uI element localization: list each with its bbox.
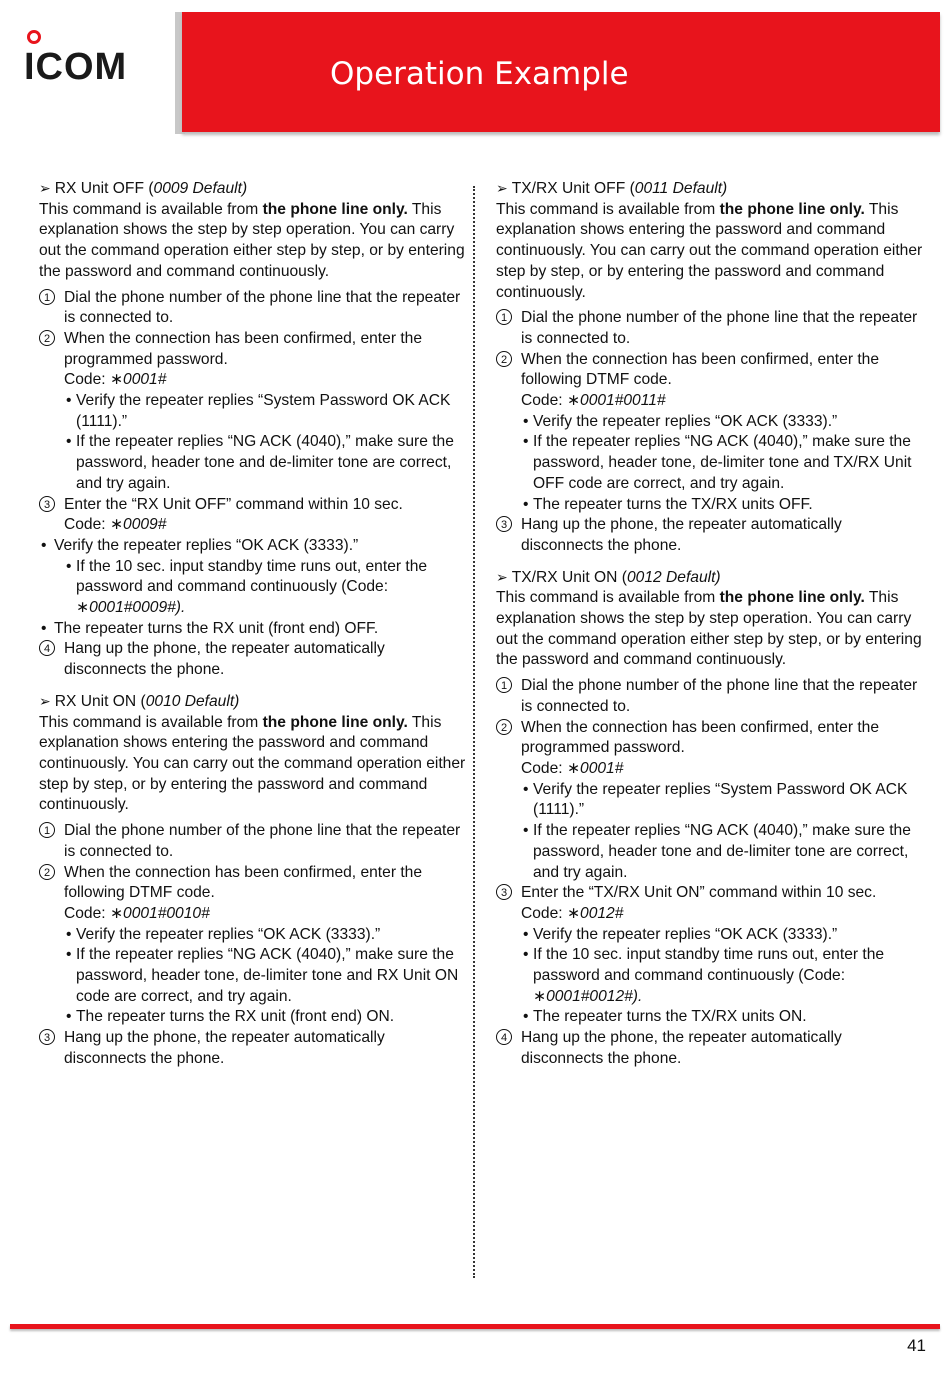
code-line: Code: ∗0009#	[64, 516, 167, 534]
arrow-bullet-icon: ➢	[39, 180, 51, 196]
bullet-item: • Verify the repeater replies “System Password OK ACK (1111).”	[496, 780, 926, 821]
step-number-icon: 1	[496, 677, 512, 693]
page-number: 41	[907, 1336, 926, 1355]
step-1: 1 Dial the phone number of the phone line that the repeater is connected to.	[39, 288, 469, 329]
bullet-item: • If the repeater replies “NG ACK (4040),” make sure the password, header tone and de-limiter tone are correct, and try again.	[39, 432, 469, 494]
logo-ring-icon	[27, 30, 41, 44]
bullet-item: • If the repeater replies “NG ACK (4040),” make sure the password, header tone, de-limiter tone and RX Unit ON code are correct, and try again.	[39, 945, 469, 1007]
default-code: 0009 Default)	[153, 180, 248, 197]
step-2: 2 When the connection has been confirmed, enter the following DTMF code.	[39, 863, 469, 904]
step-number-icon: 3	[39, 1029, 55, 1045]
section-rx-unit-on	[39, 691, 469, 1070]
step-4: 4 Hang up the phone, the repeater automatically disconnects the phone.	[39, 639, 469, 680]
bullet-item: • Verify the repeater replies “OK ACK (3333).”	[496, 412, 926, 433]
default-code: 0010 Default)	[145, 692, 240, 710]
bullet-item: • The repeater turns the RX unit (front end) ON.	[39, 1007, 469, 1028]
step-number-icon: 3	[39, 496, 55, 512]
code-line: Code: ∗0001#0011#	[521, 392, 666, 410]
step-number-icon: 1	[39, 822, 55, 838]
step-3: 3 Hang up the phone, the repeater automatically disconnects the phone.	[496, 515, 926, 556]
step-2: 2 When the connection has been confirmed, enter the programmed password.	[496, 718, 926, 759]
bullet-item: • The repeater turns the TX/RX units OFF.	[496, 495, 926, 516]
code-line: Code: ∗0012#	[521, 904, 624, 922]
section-title: RX Unit ON	[54, 692, 137, 710]
bullet-item: • Verify the repeater replies “System Password OK ACK (1111).”	[39, 391, 469, 432]
bullet-item: • Verify the repeater replies “OK ACK (3333).”	[39, 925, 469, 946]
section-txrx-unit-on	[496, 567, 926, 1070]
step-number-icon: 3	[496, 516, 512, 532]
footer-rule	[10, 1324, 940, 1329]
arrow-bullet-icon: ➢	[39, 692, 51, 709]
step-number-icon: 4	[39, 640, 55, 656]
step-number-icon: 2	[496, 351, 512, 367]
step-number-icon: 2	[39, 864, 55, 880]
step-1: 1 Dial the phone number of the phone line that the repeater is connected to.	[39, 821, 469, 862]
bullet-item: • The repeater turns the TX/RX units ON.	[496, 1007, 926, 1028]
arrow-bullet-icon: ➢	[496, 180, 508, 196]
section-intro: This command is available from the phone line only. This explanation shows entering the password and command continuously. You can carry out the command operation either step by step, or by entering the password and command continuously.	[39, 713, 466, 814]
section-title: TX/RX Unit OFF	[511, 180, 626, 197]
bullet-item: • If the repeater replies “NG ACK (4040),” make sure the password, header tone and de-limiter tone are correct, and try again.	[496, 821, 926, 883]
section-heading: ➢ RX Unit OFF (0009 Default)	[39, 180, 248, 197]
section-rx-unit-off	[39, 178, 469, 681]
step-1: 1 Dial the phone number of the phone line that the repeater is connected to.	[496, 676, 926, 717]
step-number-icon: 4	[496, 1029, 512, 1045]
column-divider	[473, 186, 475, 1278]
logo-text: ICOM	[24, 46, 128, 88]
step-number-icon: 1	[496, 309, 512, 325]
code-line: Code: ∗0001#	[521, 759, 624, 777]
section-heading: ➢ TX/RX Unit ON (0012 Default)	[496, 568, 721, 586]
step-2: 2 When the connection has been confirmed, enter the following DTMF code.	[496, 350, 926, 391]
section-title: TX/RX Unit ON	[511, 568, 618, 586]
step-number-icon: 3	[496, 884, 512, 900]
section-title: RX Unit OFF	[54, 180, 144, 197]
section-heading: ➢ TX/RX Unit OFF (0011 Default)	[496, 180, 728, 197]
step-number-icon: 2	[496, 719, 512, 735]
section-intro: This command is available from the phone line only. This explanation shows the step by step operation. You can carry out the command operation either step by step, or by entering the password and command continuously.	[496, 589, 922, 669]
section-intro: This command is available from the phone line only. This explanation shows the step by step operation. You can carry out the command operation either step by step, or by entering the password and command continuously.	[39, 200, 465, 280]
bullet-item: • Verify the repeater replies “OK ACK (3333).”	[39, 536, 469, 557]
default-code: 0012 Default)	[626, 568, 721, 586]
step-3: 3 Enter the “RX Unit OFF” command within 10 sec.	[39, 495, 469, 516]
left-column	[39, 178, 469, 1070]
step-number-icon: 1	[39, 289, 55, 305]
bullet-item: • If the 10 sec. input standby time runs out, enter the password and command continuously (Code: ∗0001#0012#).	[496, 945, 926, 1007]
section-heading: ➢ RX Unit ON (0010 Default)	[39, 692, 240, 710]
step-3: 3 Hang up the phone, the repeater automatically disconnects the phone.	[39, 1028, 469, 1069]
bullet-item: • Verify the repeater replies “OK ACK (3333).”	[496, 925, 926, 946]
bullet-item: • If the repeater replies “NG ACK (4040),” make sure the password, header tone, de-limiter tone and TX/RX Unit OFF code are correct, and try again.	[496, 432, 926, 494]
step-1: 1 Dial the phone number of the phone line that the repeater is connected to.	[496, 308, 926, 349]
title-banner	[182, 12, 940, 132]
icom-logo	[24, 30, 154, 100]
page-title: Operation Example	[330, 56, 629, 92]
default-code: 0011 Default)	[634, 180, 728, 197]
code-line: Code: ∗0001#0010#	[64, 904, 210, 922]
step-3: 3 Enter the “TX/RX Unit ON” command within 10 sec.	[496, 883, 926, 904]
step-2: 2 When the connection has been confirmed, enter the programmed password.	[39, 329, 469, 370]
bullet-item: • If the 10 sec. input standby time runs out, enter the password and command continuously (Code: ∗0001#0009#).	[39, 557, 469, 619]
right-column	[496, 178, 926, 1070]
section-txrx-unit-off	[496, 178, 926, 557]
section-intro: This command is available from the phone line only. This explanation shows entering the password and command continuously. You can carry out the command operation either step by step, or by entering the password and command continuously.	[496, 200, 923, 301]
step-number-icon: 2	[39, 330, 55, 346]
bullet-item: • The repeater turns the RX unit (front end) OFF.	[39, 619, 469, 640]
code-line: Code: ∗0001#	[64, 371, 167, 389]
step-4: 4 Hang up the phone, the repeater automatically disconnects the phone.	[496, 1028, 926, 1069]
arrow-bullet-icon: ➢	[496, 568, 508, 585]
